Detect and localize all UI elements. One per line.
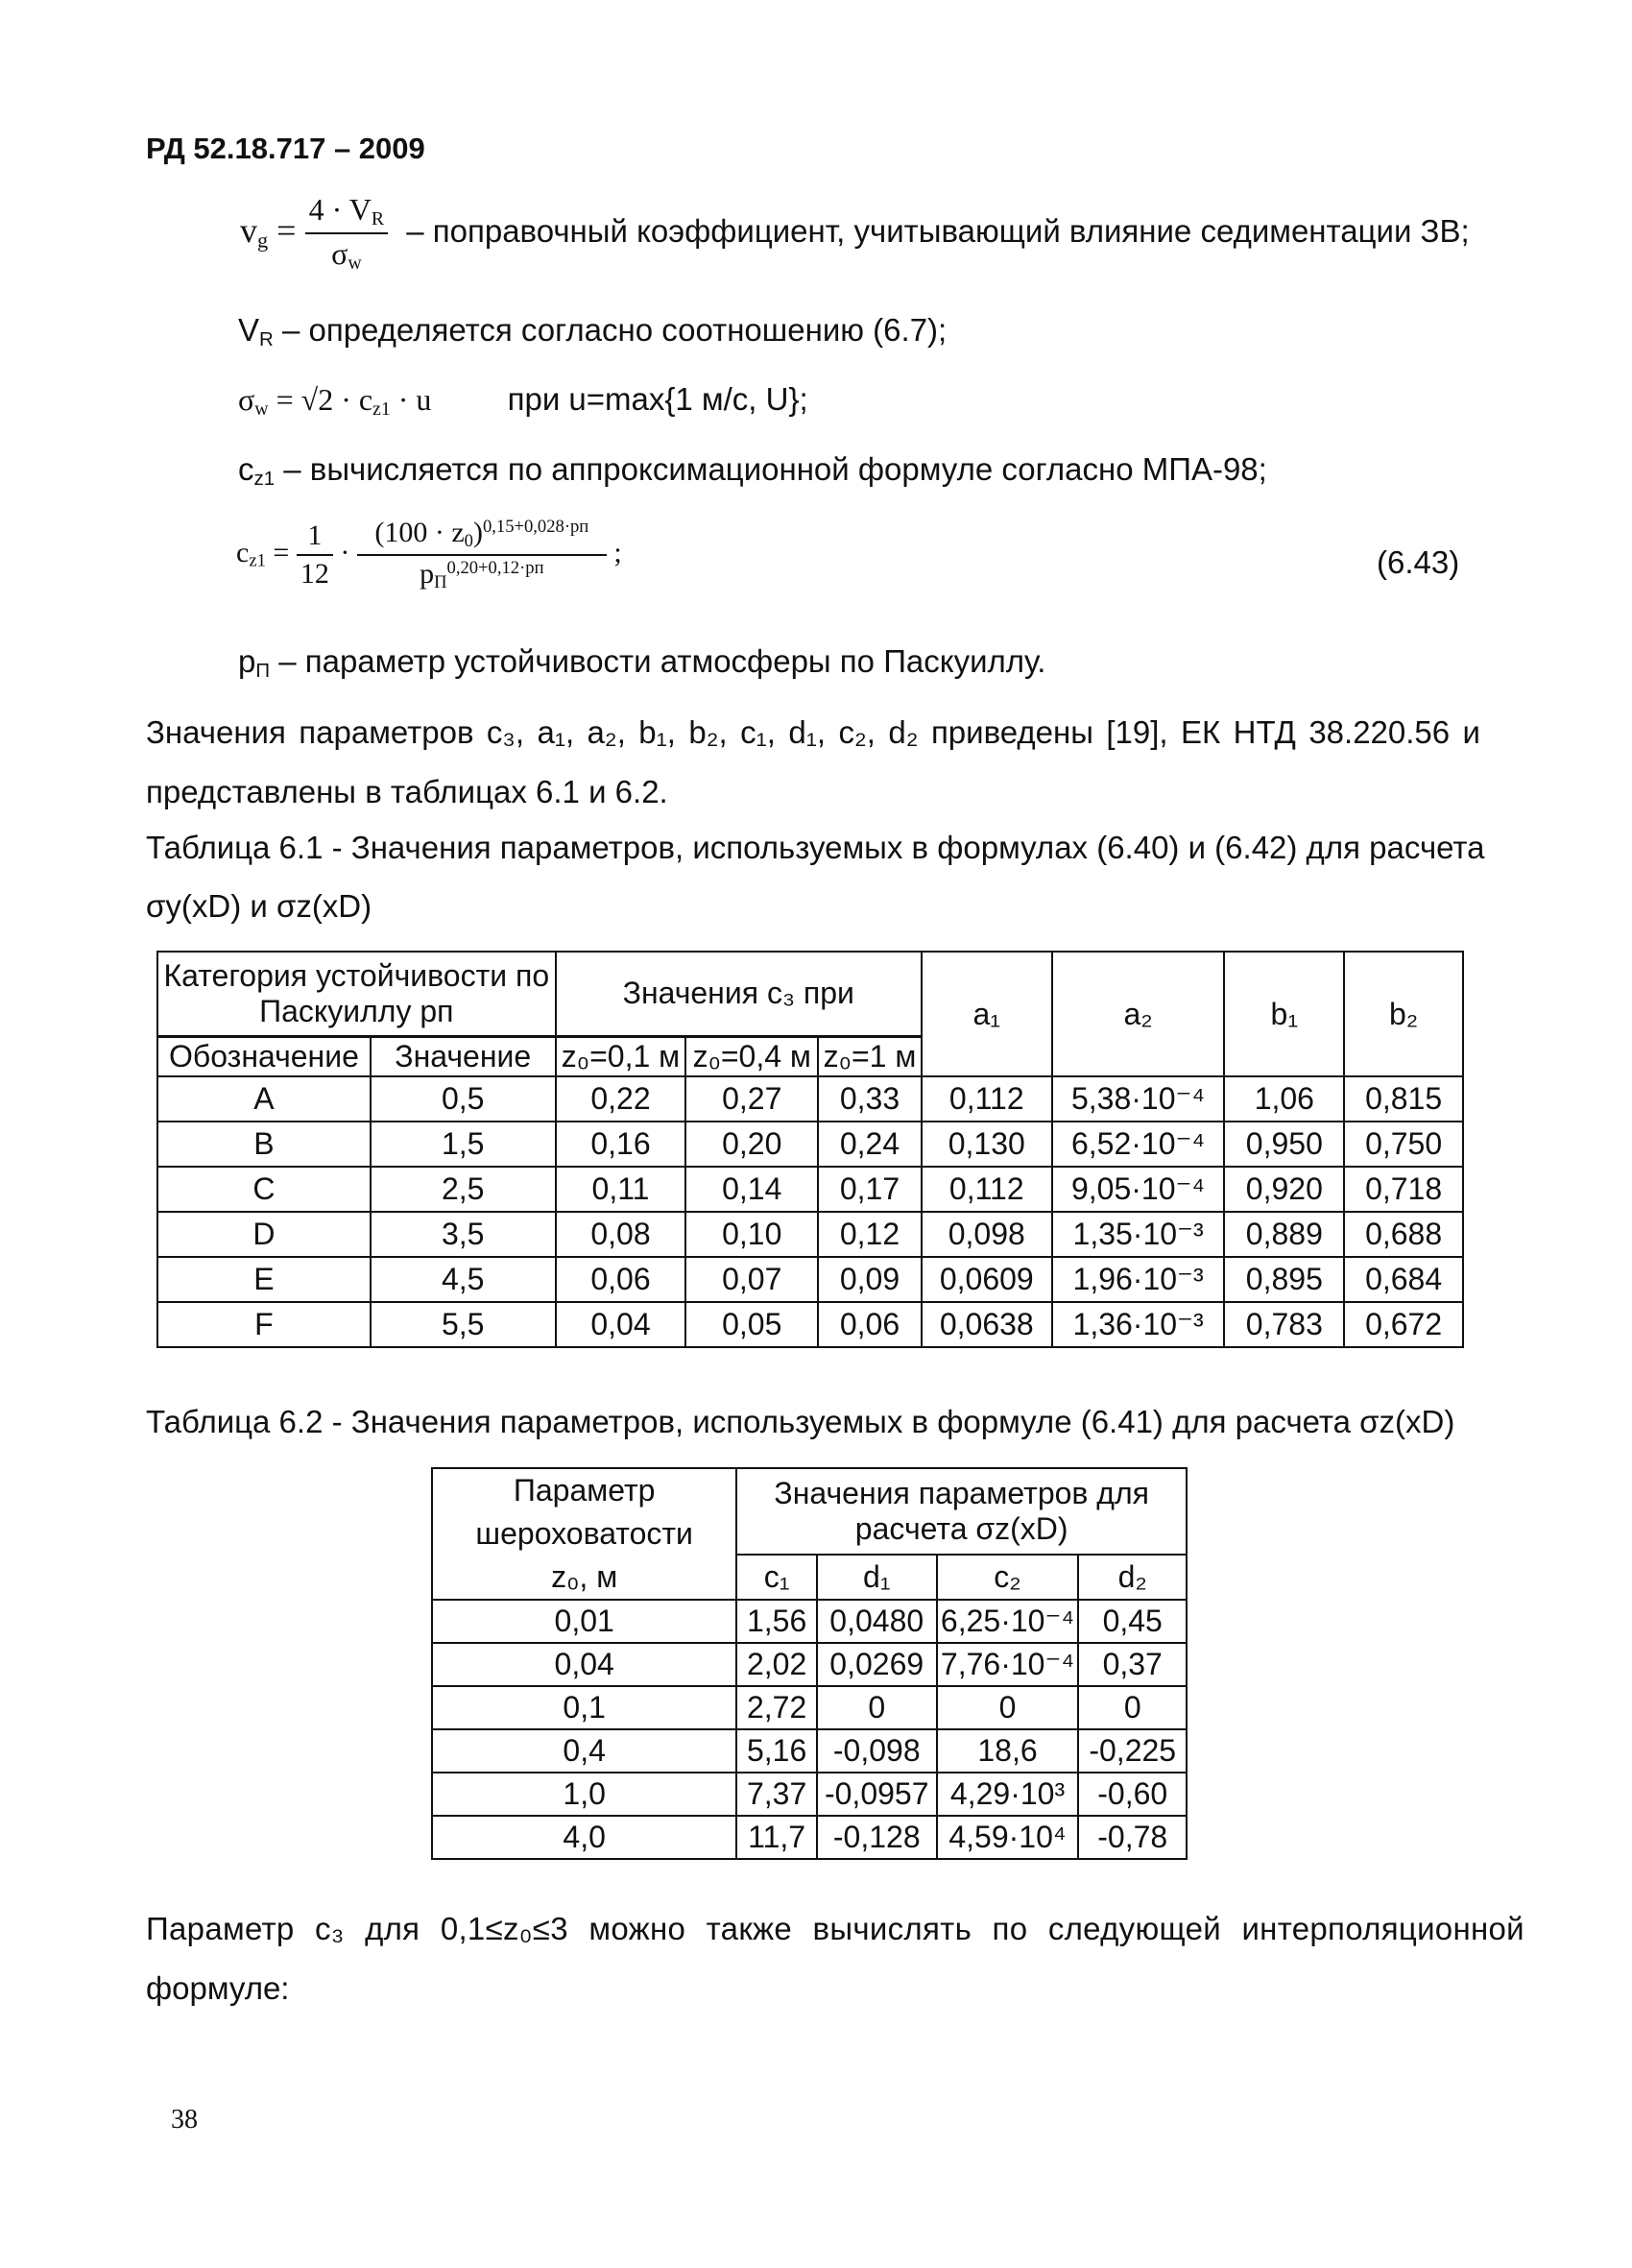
c3-z04-cell: 0,05 [685,1302,818,1347]
vg-fraction [305,192,388,275]
a2-cell: 1,35·10⁻³ [1052,1212,1225,1257]
table2-header-c1: c₁ [736,1555,817,1600]
a2-cell: 5,38·10⁻⁴ [1052,1076,1225,1122]
a1-cell: 0,112 [922,1076,1052,1122]
table1-header-c3-group: Значения c₃ при [556,952,922,1036]
d2-cell: -0,78 [1078,1816,1187,1859]
d2-cell: -0,225 [1078,1729,1187,1773]
cz1-f1-den: 12 [300,557,329,590]
table1-header-b2: b₂ [1344,952,1463,1076]
value-cell: 0,5 [371,1076,556,1122]
z0-cell: 1,0 [432,1773,736,1816]
c2-cell: 7,76·10⁻⁴ [937,1643,1079,1686]
c3-z1-cell: 0,06 [818,1302,922,1347]
vg-description: – поправочный коэффициент, учитывающий влияние седиментации ЗВ; [406,212,1470,249]
d1-cell: -0,128 [817,1816,937,1859]
table-row [432,1773,1187,1816]
c3-z1-cell: 0,17 [818,1167,922,1212]
table2-header-param: Параметр шероховатости z₀, м [432,1468,736,1600]
designation-cell: F [157,1302,371,1347]
page-number: 38 [171,2105,198,2135]
paragraph-parameters: Значения параметров c₃, a₁, a₂, b₁, b₂, c₁, d₁, c₂, d₂ приведены [19], ЕК НТД 38.220.56 и представлены в таблицах 6.1 и 6.2. [146,714,1480,809]
c3-z01-cell: 0,11 [556,1167,686,1212]
z0-cell: 0,4 [432,1729,736,1773]
z0-cell: 0,04 [432,1643,736,1686]
d1-cell: 0 [817,1686,937,1729]
table2-header-c2: c₂ [937,1555,1079,1600]
pp-symbol-sub: П [255,660,271,683]
b1-cell: 0,920 [1224,1167,1344,1212]
table-6-1 [156,951,1464,1348]
c3-z1-cell: 0,24 [818,1122,922,1167]
value-cell: 3,5 [371,1212,556,1257]
c3-z1-cell: 0,09 [818,1257,922,1302]
c2-cell: 0 [937,1686,1079,1729]
table2-header-d2: d₂ [1078,1555,1187,1600]
table1-header-z1: z₀=1 м [818,1036,922,1076]
table-row [157,1257,1463,1302]
b2-cell: 0,672 [1344,1302,1463,1347]
table1-header-z01: z₀=0,1 м [556,1036,686,1076]
c2-cell: 18,6 [937,1729,1079,1773]
c3-z04-cell: 0,10 [685,1212,818,1257]
b2-cell: 0,750 [1344,1122,1463,1167]
a1-cell: 0,130 [922,1122,1052,1167]
c1-cell: 5,16 [736,1729,817,1773]
paragraph-c3-line1: Параметр c₃ для 0,1≤z₀≤3 можно также вычислять по следующей интерполяционной [146,1911,1524,1946]
table2-caption: Таблица 6.2 - Значения параметров, используемых в формуле (6.41) для расчета σz(xD) [146,1404,1455,1439]
cz1-f1-num: 1 [297,519,333,556]
table1-header-a2: a₂ [1052,952,1225,1076]
vr-text: – определяется согласно соотношению (6.7); [273,312,948,348]
d1-cell: 0,0269 [817,1643,937,1686]
table2-header-group: Значения параметров для расчета σz(xD) [736,1468,1187,1555]
a1-cell: 0,098 [922,1212,1052,1257]
vr-symbol: V [238,312,260,348]
cz1-symbol-sub: z1 [253,468,276,491]
b1-cell: 0,783 [1224,1302,1344,1347]
a2-cell: 6,52·10⁻⁴ [1052,1122,1225,1167]
vg-lhs-sub: g [257,228,269,253]
a2-cell: 1,96·10⁻³ [1052,1257,1225,1302]
table-row [157,1076,1463,1122]
c2-cell: 6,25·10⁻⁴ [937,1600,1079,1643]
b2-cell: 0,815 [1344,1076,1463,1122]
sigma-w-formula [238,381,808,421]
equation-number-6-43: (6.43) [1377,544,1460,580]
table1-caption-line2: σy(xD) и σz(xD) [146,888,372,924]
pp-symbol: p [238,643,256,679]
designation-cell: A [157,1076,371,1122]
paragraph-c3-line2: формуле: [146,1970,290,2006]
d2-cell: -0,60 [1078,1773,1187,1816]
table1-header-value: Значение [371,1036,556,1076]
z0-cell: 0,01 [432,1600,736,1643]
sigma-w-lhs: σ [238,382,255,417]
table1-body [157,1076,1463,1347]
b2-cell: 0,688 [1344,1212,1463,1257]
table-row [432,1729,1187,1773]
c3-z01-cell: 0,04 [556,1302,686,1347]
table2-header-d1: d₁ [817,1555,937,1600]
d2-cell: 0,37 [1078,1643,1187,1686]
sigma-w-condition: при u=max{1 м/с, U}; [507,381,808,417]
c1-cell: 7,37 [736,1773,817,1816]
sigma-w-eq-end: · u [390,382,432,417]
table-row [432,1643,1187,1686]
designation-cell: D [157,1212,371,1257]
z0-cell: 0,1 [432,1686,736,1729]
table-6-2 [431,1467,1188,1860]
table-row [157,1167,1463,1212]
cz1-fraction-1 [297,519,333,591]
table-row [157,1122,1463,1167]
c3-z1-cell: 0,12 [818,1212,922,1257]
cz1-lhs-sub: z1 [249,550,266,571]
designation-cell: B [157,1122,371,1167]
c3-z01-cell: 0,08 [556,1212,686,1257]
d2-cell: 0,45 [1078,1600,1187,1643]
cz1-text: – вычисляется по аппроксимационной формуле согласно МПА-98; [275,451,1267,487]
vg-den-sub: w [348,252,362,274]
a1-cell: 0,0638 [922,1302,1052,1347]
vg-num-sub: R [371,207,385,229]
d1-cell: 0,0480 [817,1600,937,1643]
table2-body [432,1600,1187,1859]
table1-header-z04: z₀=0,4 м [685,1036,818,1076]
c3-z01-cell: 0,22 [556,1076,686,1122]
cz1-f2-den-sup: 0,20+0,12·pп [446,557,544,578]
cz1-formula: $c_{z1}$ = $\frac{1}{12}$ · $\frac{(100 \cdot z_0)^{0,15+0,028\cdot pп}}{p_П^{0,20+0,12\cdot pп}}$ ; [236,517,622,592]
value-cell: 5,5 [371,1302,556,1347]
cz1-f2-num-sup: 0,15+0,028·pп [482,517,589,537]
table1-caption-line1: Таблица 6.1 - Значения параметров, используемых в формулах (6.40) и (6.42) для расчета [146,830,1485,865]
c1-cell: 11,7 [736,1816,817,1859]
c1-cell: 2,72 [736,1686,817,1729]
vr-definition [238,312,947,351]
value-cell: 4,5 [371,1257,556,1302]
table-row [157,1302,1463,1347]
cz1-f2-num-end: ) [472,517,483,549]
c3-z01-cell: 0,06 [556,1257,686,1302]
designation-cell: C [157,1167,371,1212]
b1-cell: 0,950 [1224,1122,1344,1167]
cz1-f2-num: (100 · z [374,517,465,549]
b2-cell: 0,718 [1344,1167,1463,1212]
a1-cell: 0,0609 [922,1257,1052,1302]
c3-z01-cell: 0,16 [556,1122,686,1167]
c3-z04-cell: 0,27 [685,1076,818,1122]
c2-cell: 4,59·10⁴ [937,1816,1079,1859]
vg-den: σ [331,235,348,271]
table1-header-category: Категория устойчивости по Паскуиллу pп [157,952,556,1036]
b1-cell: 0,889 [1224,1212,1344,1257]
table1-header-a1: a₁ [922,952,1052,1076]
formula-vg: $v_g$ = $\frac{4 \cdot V_R}{\sigma_w}$ – поправочный коэффициент, учитывающий влияние седиментации ЗВ; [240,192,1470,274]
c3-z1-cell: 0,33 [818,1076,922,1122]
table-row [432,1686,1187,1729]
d1-cell: -0,0957 [817,1773,937,1816]
cz1-f2-num-sub: 0 [464,530,473,551]
table-row [432,1816,1187,1859]
cz1-fraction-2 [357,517,607,593]
table1-header-designation: Обозначение [157,1036,371,1076]
sigma-w-lhs-sub: w [254,398,269,420]
cz1-lhs: c [236,536,250,568]
c1-cell: 2,02 [736,1643,817,1686]
b2-cell: 0,684 [1344,1257,1463,1302]
a2-cell: 9,05·10⁻⁴ [1052,1167,1225,1212]
c3-z04-cell: 0,20 [685,1122,818,1167]
value-cell: 2,5 [371,1167,556,1212]
vr-symbol-sub: R [259,328,274,351]
cz1-definition [238,451,1267,491]
c2-cell: 4,29·10³ [937,1773,1079,1816]
vg-lhs: v [240,210,257,250]
a1-cell: 0,112 [922,1167,1052,1212]
d1-cell: -0,098 [817,1729,937,1773]
document-code: РД 52.18.717 – 2009 [146,132,425,165]
table-row [432,1600,1187,1643]
value-cell: 1,5 [371,1122,556,1167]
cz1-tail: ; [613,536,622,568]
table1-header-b1: b₁ [1224,952,1344,1076]
b1-cell: 0,895 [1224,1257,1344,1302]
c3-z04-cell: 0,14 [685,1167,818,1212]
table-row [157,1212,1463,1257]
cz1-f2-den: p [420,558,435,591]
z0-cell: 4,0 [432,1816,736,1859]
sigma-w-eq: = √2 · c [268,382,373,417]
cz1-f2-den-sub: П [434,571,447,592]
a2-cell: 1,36·10⁻³ [1052,1302,1225,1347]
d2-cell: 0 [1078,1686,1187,1729]
vg-num: 4 · V [308,192,372,227]
pp-definition [238,643,1045,683]
b1-cell: 1,06 [1224,1076,1344,1122]
cz1-symbol: c [238,451,254,487]
c3-z04-cell: 0,07 [685,1257,818,1302]
sigma-w-eq-sub: z1 [372,398,391,420]
c1-cell: 1,56 [736,1600,817,1643]
pp-text: – параметр устойчивости атмосферы по Паскуиллу. [270,643,1046,679]
designation-cell: E [157,1257,371,1302]
